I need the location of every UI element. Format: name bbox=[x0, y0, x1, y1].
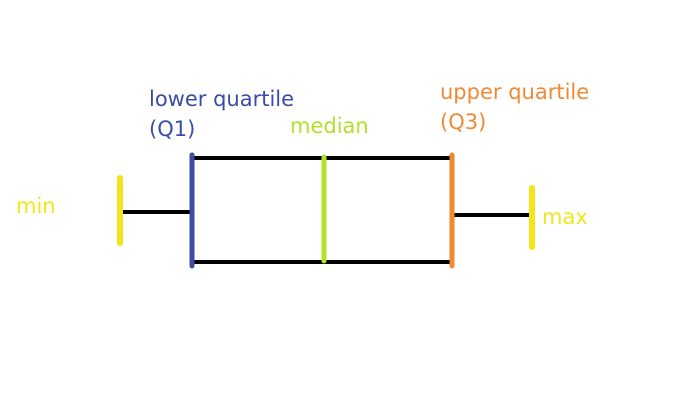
median-label: median bbox=[290, 114, 369, 138]
min-label: min bbox=[16, 194, 56, 218]
lower-quartile-label-line1: lower quartile bbox=[149, 87, 295, 111]
upper-quartile-label bbox=[440, 77, 589, 138]
lower-quartile-label bbox=[149, 84, 294, 145]
lower-quartile-label-line2: (Q1) bbox=[149, 117, 196, 142]
max-label: max bbox=[542, 205, 588, 229]
upper-quartile-label-line2: (Q3) bbox=[440, 110, 487, 135]
upper-quartile-label-line1: upper quartile bbox=[440, 80, 590, 104]
